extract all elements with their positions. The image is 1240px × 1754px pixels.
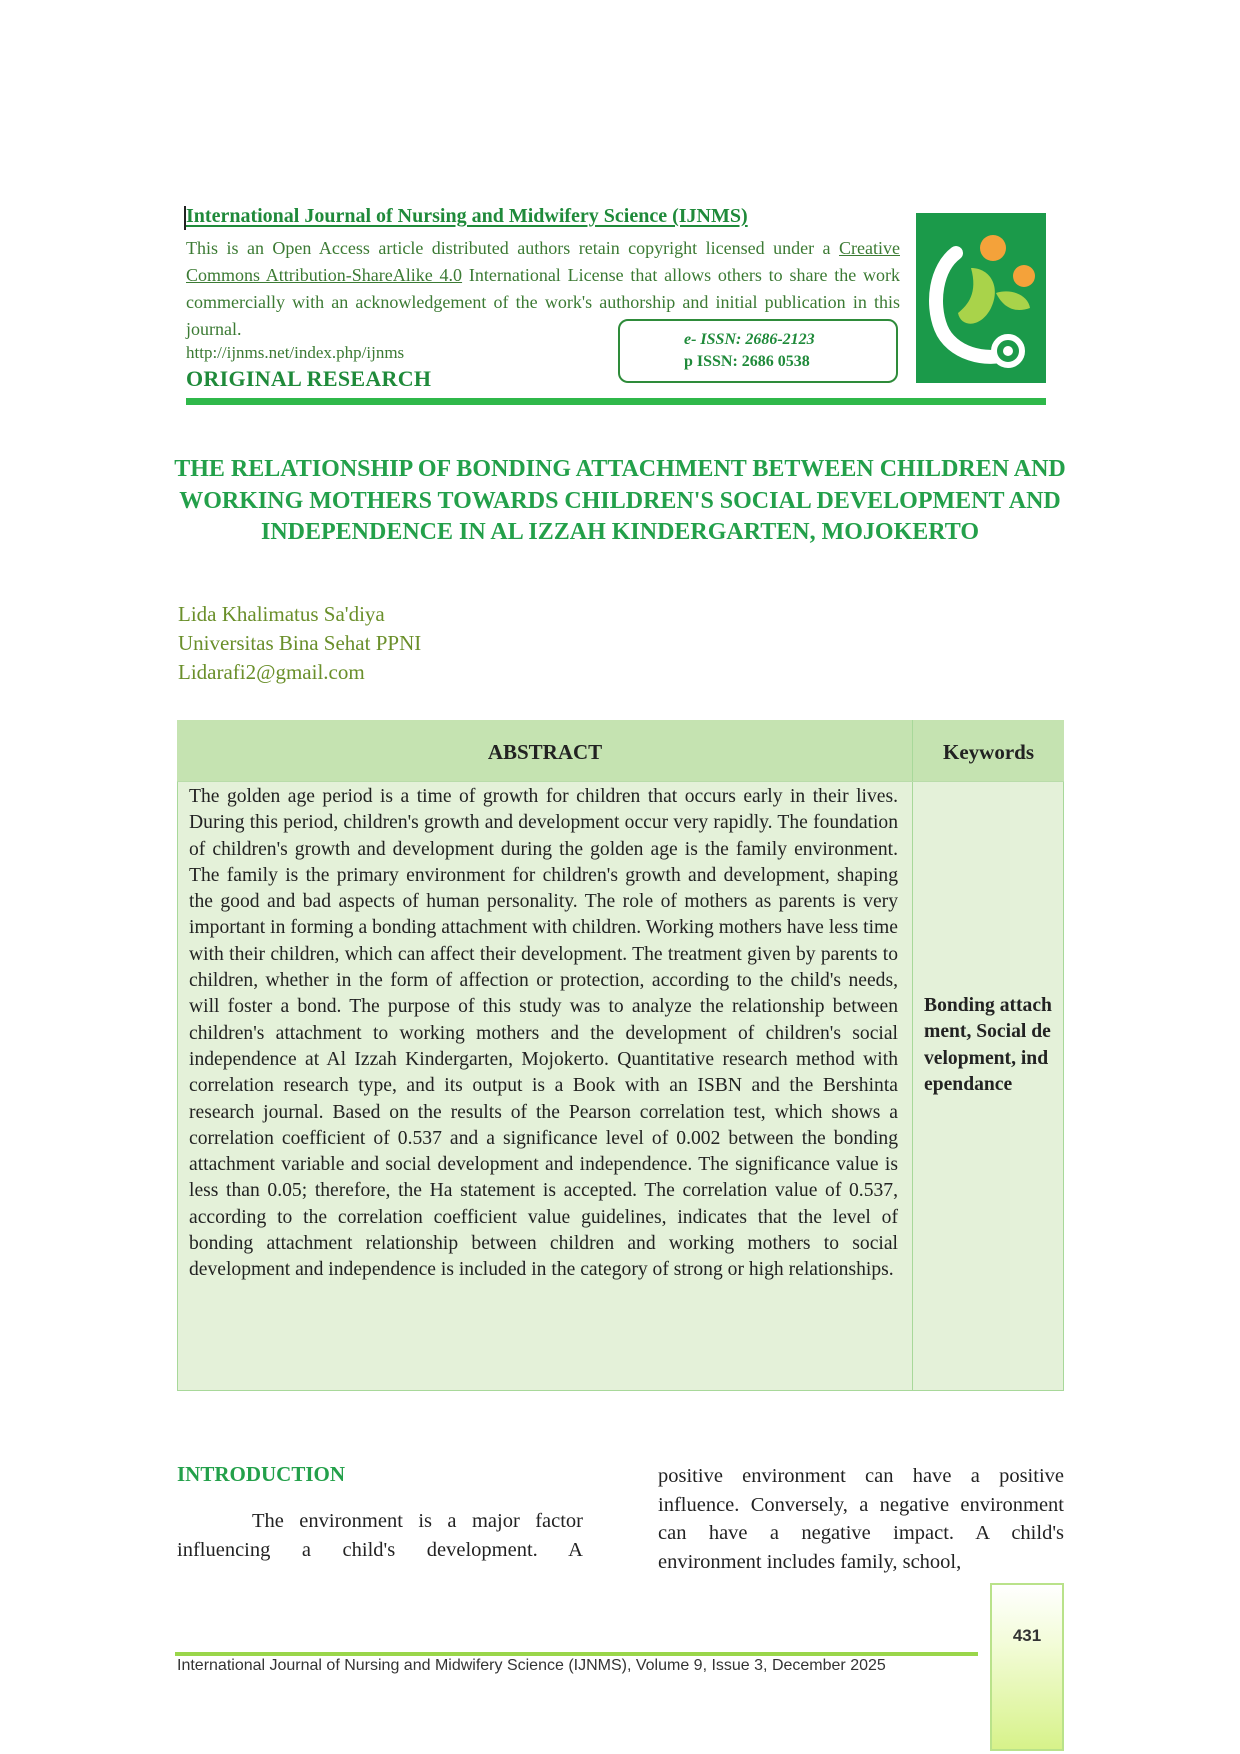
issn-box [618,319,898,383]
introduction-heading: INTRODUCTION [177,1462,346,1486]
header-divider [186,398,1046,405]
introduction-paragraph: The environment is a major factor influencing a child's development. A [177,1510,583,1561]
journal-title[interactable]: International Journal of Nursing and Midwifery Science (IJNMS) [186,205,748,227]
footer-divider [175,1652,978,1656]
page-number: 431 [1012,1626,1042,1645]
keywords-text: Bonding attachment, Social development, independance [924,995,1052,1095]
table-row-divider [177,781,1064,782]
abstract-heading: ABSTRACT [487,740,603,764]
paper-title: THE RELATIONSHIP OF BONDING ATTACHMENT BETWEEN CHILDREN AND WORKING MOTHERS TOWARDS CHILDREN'S SOCIAL DEVELOPMENT AND INDEPENDENCE IN AL IZZAH KINDERGARTEN, MOJOKERTO [174,456,1066,545]
abstract-text: The golden age period is a time of growth for children that occurs early in their lives. During this period, children's growth and development occur very rapidly. The foundation of children's growth and development during the golden age is the family environment. The family is the primary environment for children's growth and development, shaping the good and bad aspects of human personality. The role of mothers as parents is very important in forming a bonding attachment with children. Working mothers have less time with their children, which can affect their development. The treatment given by parents to children, whether in the form of affection or protection, according to the child's needs, will foster a bond. The purpose of this study was to analyze the relationship between children's attachment to working mothers and the development of children's social independence at Al Izzah Kindergarten, Mojokerto. Quantitative research method with correlation research type, and its output is a Book with an ISBN and the Bershinta research journal. Based on the results of the Pearson correlation test, which shows a correlation coefficient of 0.537 and a significance level of 0.002 between the bonding attachment variable and social development and independence. The significance value is less than 0.05; therefore, the Ha statement is accepted. The correlation value of 0.537, according to the correlation coefficient value guidelines, indicates that the level of bonding attachment relationship between children and working mothers to social development and independence is included in the category of strong or high relationships. [189,786,898,1281]
author-name: Lida Khalimatus Sa'diya [178,602,385,626]
keywords-heading: Keywords [943,740,1034,764]
journal-logo [916,213,1046,383]
license-link[interactable]: Creative Commons Attribution-ShareAlike 4.0 [186,238,900,285]
author-affiliation: Universitas Bina Sehat PPNI [178,631,422,655]
page-number-tab [990,1583,1064,1751]
introduction-column-right: positive environment can have a positive influence. Conversely, a negative environment can have a negative impact. A child's environment includes family, school, [658,1465,1064,1573]
journal-logo-icon [916,213,1046,383]
e-issn: e- ISSN: 2686-2123 [684,331,815,348]
journal-url-link[interactable]: http://ijnms.net/index.php/ijnms [186,343,405,362]
author-email[interactable]: Lidarafi2@gmail.com [178,660,365,684]
p-issn: p ISSN: 2686 0538 [684,353,810,370]
footer-citation: International Journal of Nursing and Midwifery Science (IJNMS), Volume 9, Issue 3, December 2025 [177,1657,886,1674]
introduction-column-left [177,1507,583,1564]
license-text-part2: International License that allows others to share the work commercially with an acknowledgement of the work's authorship and initial publication in this journal. [186,265,900,339]
article-type-label: ORIGINAL RESEARCH [186,366,432,391]
license-text-part1: This is an Open Access article distributed authors retain copyright licensed under a [186,238,840,258]
table-column-divider [912,720,913,1391]
